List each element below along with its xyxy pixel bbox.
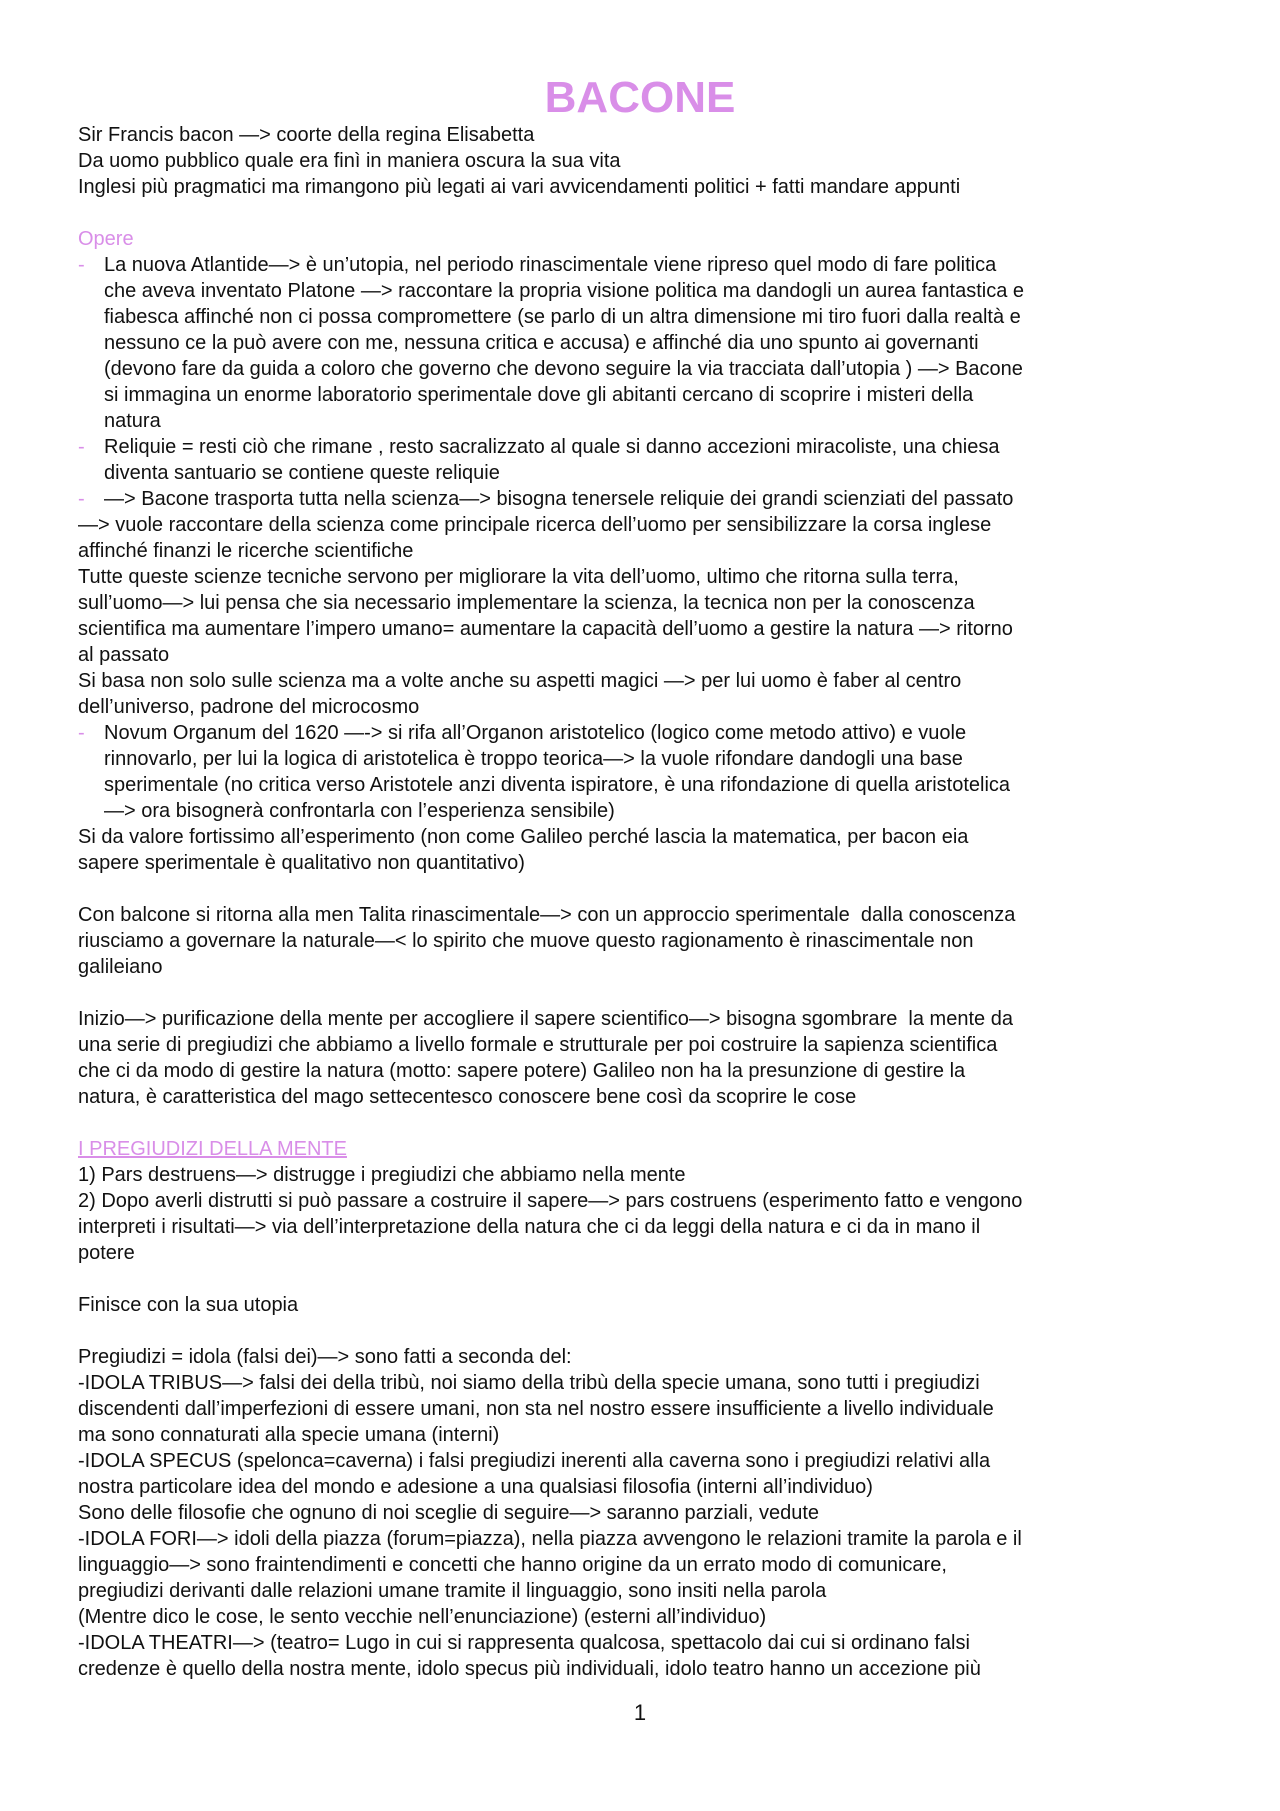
text-line: al passato: [78, 644, 170, 666]
text-line: natura: [104, 410, 161, 432]
text-line: si immagina un enorme laboratorio sperimentale dove gli abitanti cercano di scoprire i misteri della: [104, 384, 974, 406]
text-line: Sir Francis bacon —> coorte della regina Elisabetta: [78, 124, 535, 146]
bullet-dash: -: [78, 722, 85, 744]
text-line: nostra particolare idea del mondo e adesione a una qualsiasi filosofia (interni all’individuo): [78, 1476, 873, 1498]
text-line: che aveva inventato Platone —> raccontare la propria visione politica ma dandogli un aurea fantastica e: [104, 280, 1025, 302]
text-line: che ci da modo di gestire la natura (motto: sapere potere) Galileo non ha la presunzione di gestire la: [78, 1060, 966, 1082]
intro-paragraph: [78, 122, 1208, 200]
document-body: [78, 122, 1208, 1682]
paragraph: [78, 824, 1208, 876]
text-line: credenze è quello della nostra mente, idolo specus più individuali, idolo teatro hanno un accezione più: [78, 1658, 981, 1680]
text-line: Si da valore fortissimo all’esperimento (non come Galileo perché lascia la matematica, per bacon eia: [78, 826, 969, 848]
text-line: —> ora bisognerà confrontarla con l’esperienza sensibile): [104, 800, 615, 822]
text-line: Inizio—> purificazione della mente per accogliere il sapere scientifico—> bisogna sgombrare la mente da: [78, 1008, 1013, 1030]
text-line: dell’universo, padrone del microcosmo: [78, 696, 420, 718]
text-line: rinnovarlo, per lui la logica di aristotelica è troppo teorica—> la vuole rifondare dandogli una base: [104, 748, 963, 770]
text-line: fiabesca affinché non ci possa compromettere (se parlo di un altra dimensione mi tiro fuori dalla realtà e: [104, 306, 1021, 328]
paragraph: [78, 1162, 1208, 1266]
text-line: ma sono connaturati alla specie umana (interni): [78, 1424, 500, 1446]
text-line: -IDOLA THEATRI—> (teatro= Lugo in cui si rappresenta qualcosa, spettacolo dai cui si ordinano falsi: [78, 1632, 970, 1654]
text-line: -IDOLA FORI—> idoli della piazza (forum=piazza), nella piazza avvengono le relazioni tramite la parola e il: [78, 1528, 1022, 1550]
text-line: sapere sperimentale è qualitativo non quantitativo): [78, 852, 525, 874]
text-line: Da uomo pubblico quale era finì in maniera oscura la sua vita: [78, 150, 621, 172]
paragraph: [78, 1344, 1208, 1682]
section-heading-opere: Opere: [78, 228, 134, 250]
text-line: riusciamo a governare la naturale—< lo spirito che muove questo ragionamento è rinascimentale non: [78, 930, 974, 952]
section-heading-pregiudizi: I PREGIUDIZI DELLA MENTE: [78, 1138, 347, 1160]
page-title: BACONE: [544, 73, 736, 122]
text-line: scientifica ma aumentare l’impero umano= aumentare la capacità dell’uomo a gestire la natura —> ritorno: [78, 618, 1013, 640]
text-line: affinché finanzi le ricerche scientifiche: [78, 540, 414, 562]
text-line: Novum Organum del 1620 —-> si rifa all’Organon aristotelico (logico come metodo attivo) e vuole: [104, 722, 967, 744]
text-line: natura, è caratteristica del mago settecentesco conoscere bene così da scoprire le cose: [78, 1086, 857, 1108]
text-line: -IDOLA TRIBUS—> falsi dei della tribù, noi siamo della tribù della specie umana, sono tutti i pregiudizi: [78, 1372, 980, 1394]
text-line: sull’uomo—> lui pensa che sia necessario implementare la scienza, la tecnica non per la conoscenza: [78, 592, 975, 614]
paragraph: [78, 902, 1208, 980]
text-line: —> Bacone trasporta tutta nella scienza—> bisogna tenersele reliquie dei grandi scienziati del passato: [104, 488, 1014, 510]
list-item: [78, 252, 1208, 434]
bullet-dash: -: [78, 254, 85, 276]
text-line: Sono delle filosofie che ognuno di noi sceglie di seguire—> saranno parziali, vedute: [78, 1502, 820, 1524]
text-line: Inglesi più pragmatici ma rimangono più legati ai vari avvicendamenti politici + fatti mandare appunti: [78, 176, 961, 198]
text-line: (devono fare da guida a coloro che governo che devono seguire la via tracciata dall’utopia ) —> Bacone: [104, 358, 1023, 380]
paragraph: [78, 1292, 1208, 1318]
page-number: 1: [633, 1700, 647, 1725]
text-line: Con balcone si ritorna alla men Talita rinascimentale—> con un approccio sperimentale dalla conoscenza: [78, 904, 1016, 926]
text-line: -IDOLA SPECUS (spelonca=caverna) i falsi pregiudizi inerenti alla caverna sono i pregiudizi relativi alla: [78, 1450, 991, 1472]
text-line: pregiudizi derivanti dalle relazioni umane tramite il linguaggio, sono insiti nella parola: [78, 1580, 827, 1602]
text-line: (Mentre dico le cose, le sento vecchie nell’enunciazione) (esterni all’individuo): [78, 1606, 767, 1628]
text-line: Si basa non solo sulle scienza ma a volte anche su aspetti magici —> per lui uomo è faber al centro: [78, 670, 962, 692]
text-line: linguaggio—> sono fraintendimenti e concetti che hanno origine da un errato modo di comunicare,: [78, 1554, 947, 1576]
text-line: potere: [78, 1242, 135, 1264]
text-line: La nuova Atlantide—> è un’utopia, nel periodo rinascimentale viene ripreso quel modo di fare politica: [104, 254, 997, 276]
text-line: Tutte queste scienze tecniche servono per migliorare la vita dell’uomo, ultimo che ritorna sulla terra,: [78, 566, 959, 588]
paragraph: [78, 1006, 1208, 1110]
paragraph: [78, 512, 1208, 720]
text-line: —> vuole raccontare della scienza come principale ricerca dell’uomo per sensibilizzare la corsa inglese: [78, 514, 992, 536]
text-line: Finisce con la sua utopia: [78, 1294, 299, 1316]
text-line: Pregiudizi = idola (falsi dei)—> sono fatti a seconda del:: [78, 1346, 572, 1368]
list-item: [78, 720, 1208, 824]
text-line: discendenti dall’imperfezioni di essere umani, non sta nel nostro essere insufficiente a livello individuale: [78, 1398, 994, 1420]
text-line: Reliquie = resti ciò che rimane , resto sacralizzato al quale si danno accezioni miracoliste, una chiesa: [104, 436, 1000, 458]
text-line: 2) Dopo averli distrutti si può passare a costruire il sapere—> pars costruens (esperimento fatto e vengono: [78, 1190, 1023, 1212]
text-line: nessuno ce la può avere con me, nessuna critica e accusa) e affinché dia uno spunto ai governanti: [104, 332, 979, 354]
bullet-dash: -: [78, 436, 85, 458]
text-line: galileiano: [78, 956, 163, 978]
bullet-dash: -: [78, 488, 85, 510]
text-line: una serie di pregiudizi che abbiamo a livello formale e strutturale per poi costruire la sapienza scientifica: [78, 1034, 998, 1056]
text-line: sperimentale (no critica verso Aristotele anzi diventa ispiratore, è una rifondazione di quella aristotelica: [104, 774, 1011, 796]
text-line: 1) Pars destruens—> distrugge i pregiudizi che abbiamo nella mente: [78, 1164, 686, 1186]
text-line: interpreti i risultati—> via dell’interpretazione della natura che ci da leggi della natura e ci da in mano il: [78, 1216, 981, 1238]
list-item: [78, 434, 1208, 486]
list-item: [78, 486, 1208, 512]
text-line: diventa santuario se contiene queste reliquie: [104, 462, 500, 484]
